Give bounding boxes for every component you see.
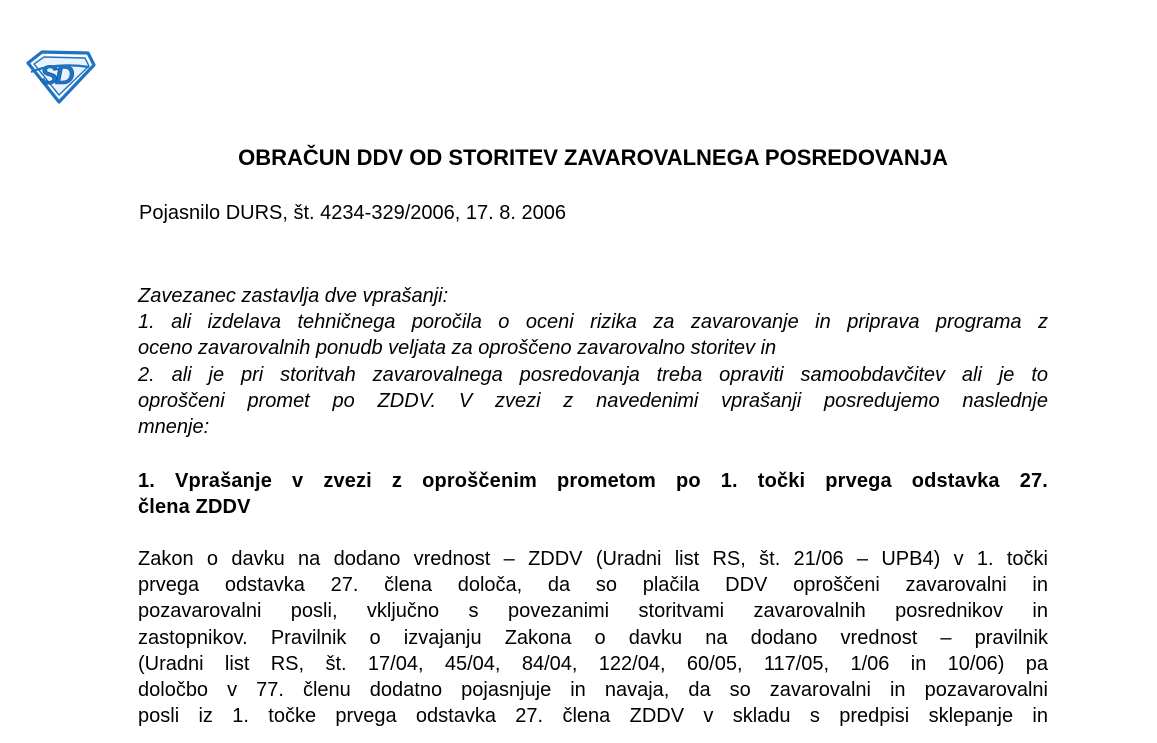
sd-shield-logo-icon [22,47,96,105]
intro-line: 2. ali je pri storitvah zavarovalnega posredovanja treba opraviti samoobdavčitev ali je to [138,363,1048,386]
intro-line: mnenje: [138,416,210,439]
logo-lettering: SD [40,60,72,90]
intro-line: Zavezanec zastavlja dve vprašanji: [138,285,449,307]
body-line: prvega odstavka 27. člena določa, da so plačila DDV oproščeni zavarovalni in [138,574,1048,597]
section-heading [138,468,1048,520]
body-line: pozavarovalni posli, vključno s povezanimi storitvami zavarovalnih posrednikov in [138,600,1048,623]
body-line: posli iz 1. točke prvega odstavka 27. člena ZDDV v skladu s predpisi sklepanje in [138,705,1048,728]
document-subtitle: Pojasnilo DURS, št. 4234-329/2006, 17. 8. 2006 [139,202,566,224]
body-paragraph [138,546,1048,729]
document-title: OBRAČUN DDV OD STORITEV ZAVAROVALNEGA POSREDOVANJA [238,145,948,170]
intro-line: oceno zavarovalnih ponudb veljata za oproščeno zavarovalno storitev in [138,337,777,360]
body-line: (Uradni list RS, št. 17/04, 45/04, 84/04, 122/04, 60/05, 117/05, 1/06 in 10/06) pa [138,652,1048,675]
body-line: zastopnikov. Pravilnik o izvajanju Zakona o davku na dodano vrednost – pravilnik [138,626,1048,649]
body-line: določbo v 77. členu dodatno pojasnjuje in navaja, da so zavarovalni in pozavarovalni [138,679,1048,702]
intro-line: 1. ali izdelava tehničnega poročila o oceni rizika za zavarovanje in priprava programa z [138,311,1048,334]
body-line: Zakon o davku na dodano vrednost – ZDDV (Uradni list RS, št. 21/06 – UPB4) v 1. točki [138,548,1048,570]
intro-paragraph [138,283,1048,440]
heading-line: 1. Vprašanje v zvezi z oproščenim prometom po 1. točki prvega odstavka 27. [138,470,1048,492]
intro-line: oproščeni promet po ZDDV. V zvezi z navedenimi vprašanji posredujemo naslednje [138,389,1048,412]
heading-line: člena ZDDV [138,496,251,519]
